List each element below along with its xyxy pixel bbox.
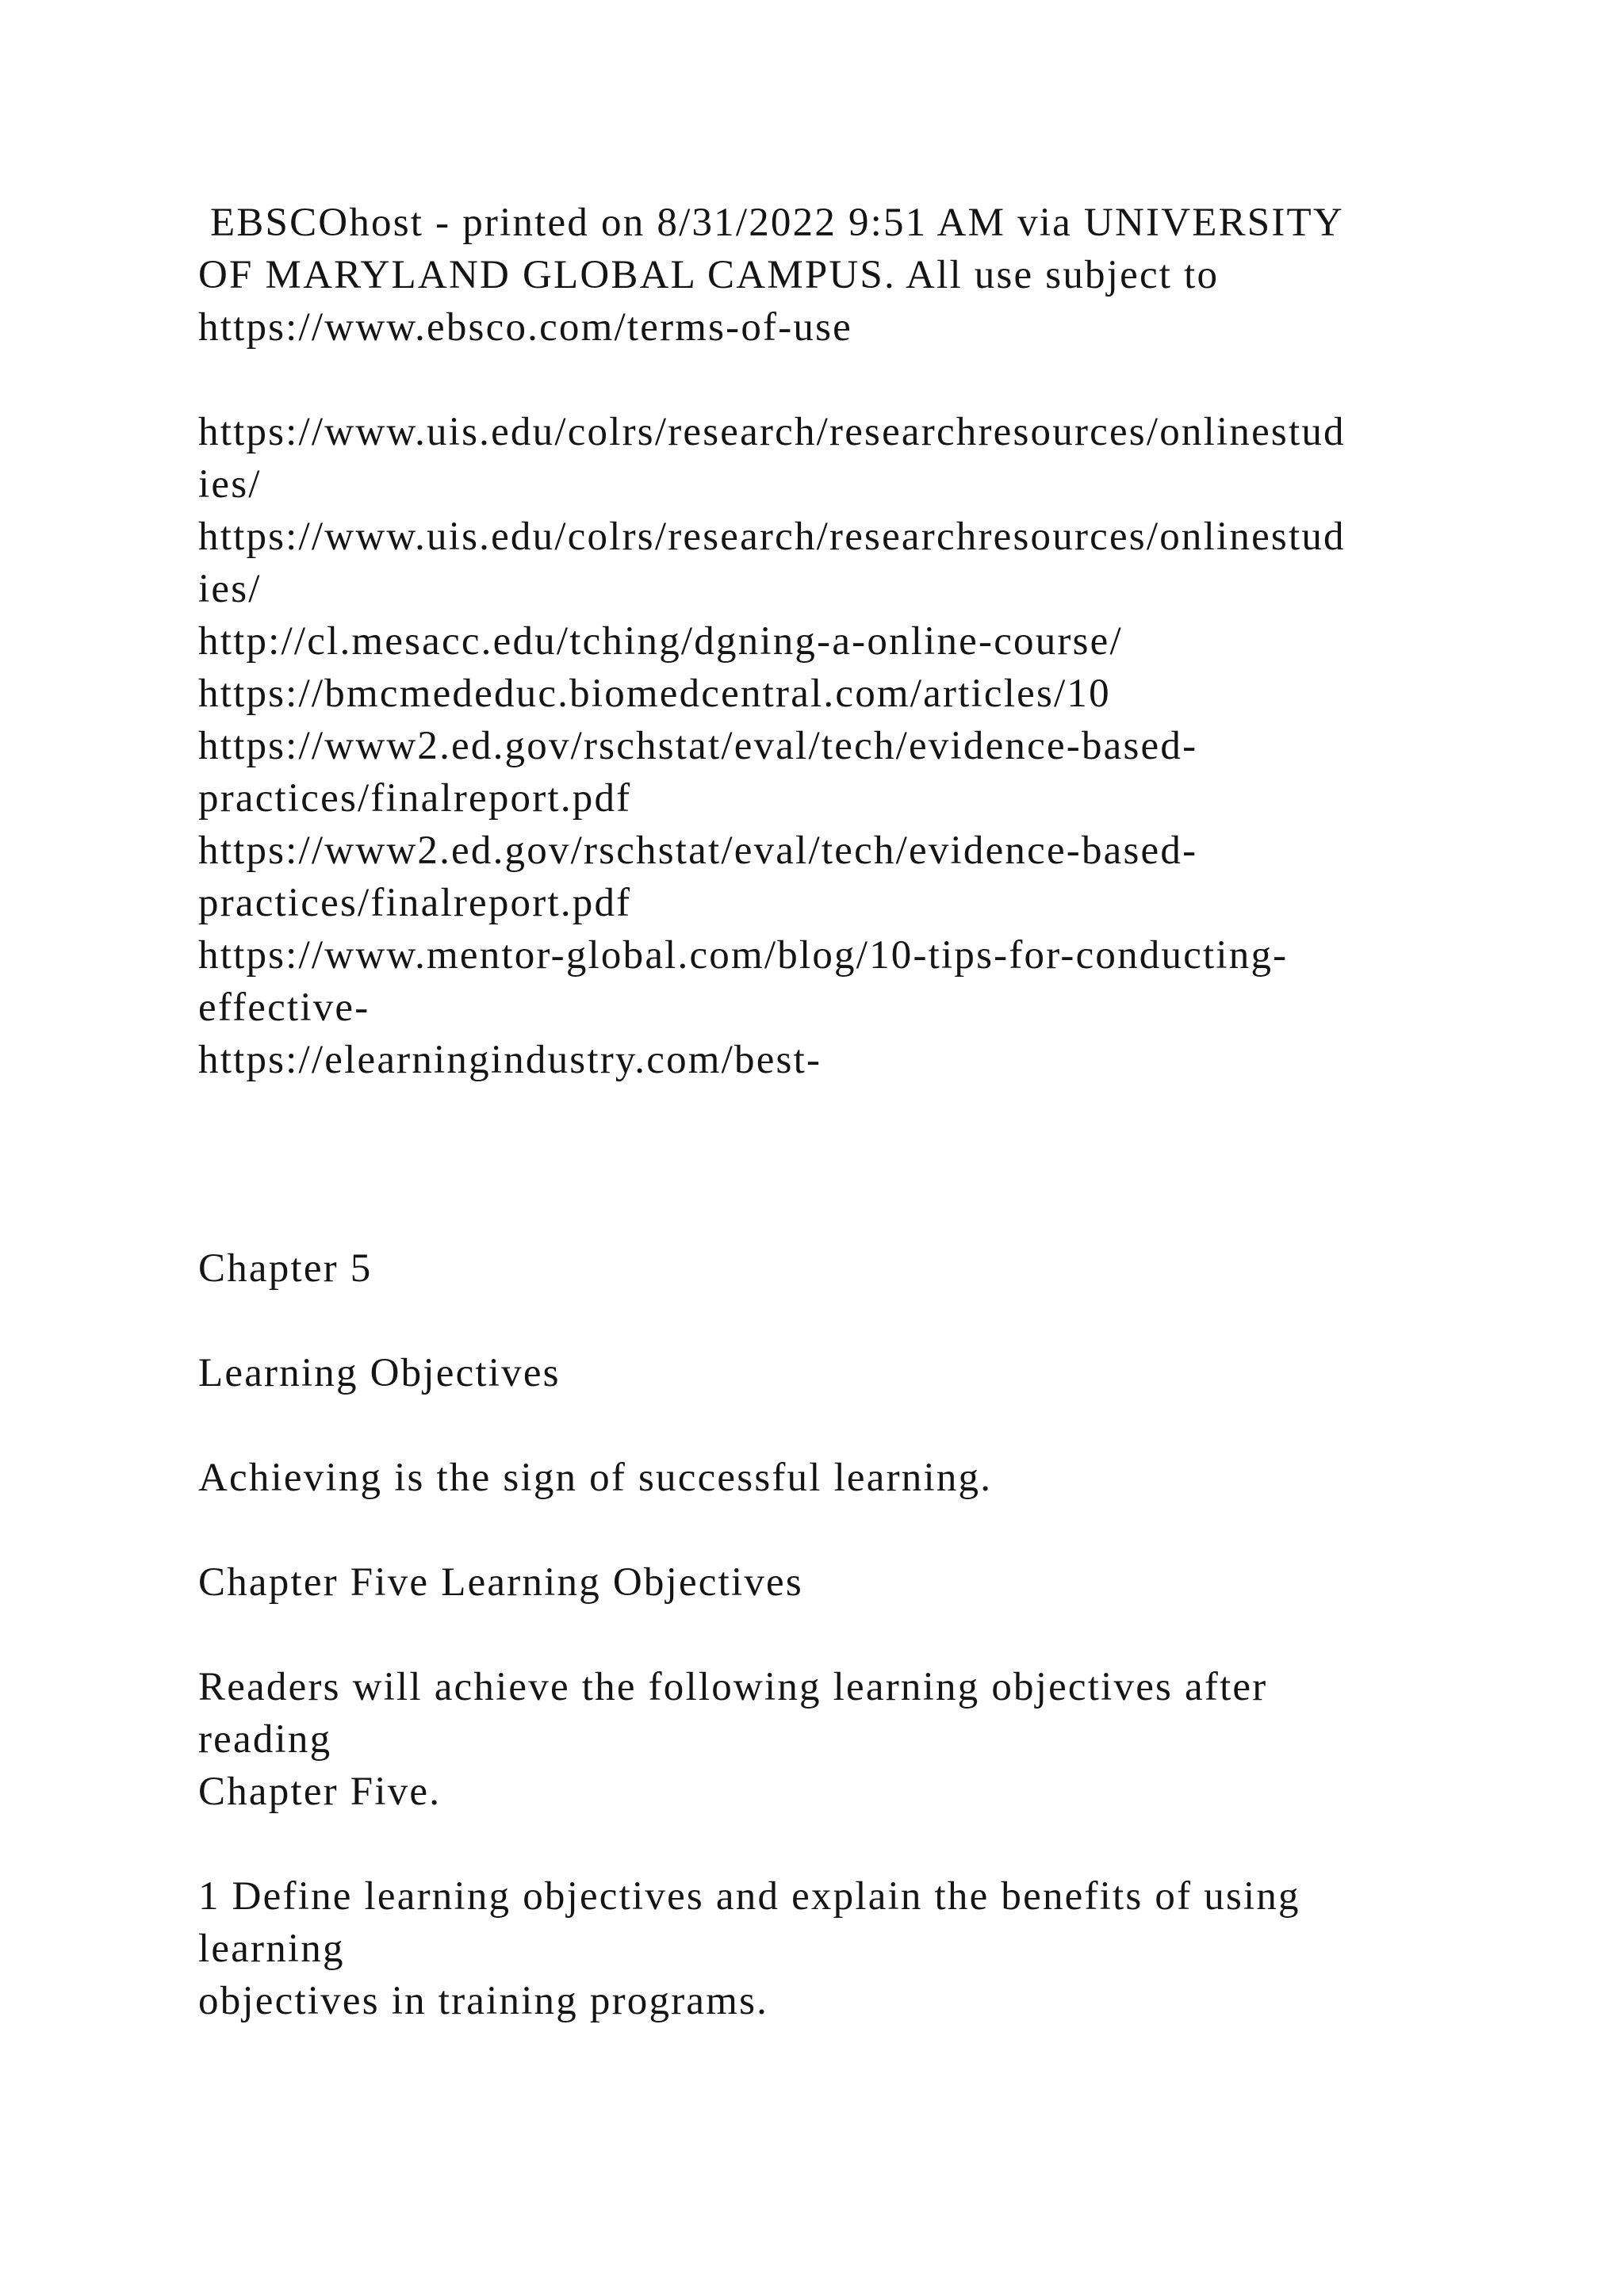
ebsco-print-header — [198, 197, 1435, 354]
chapter-number: Chapter 5 — [198, 1246, 373, 1291]
url-line: https://elearningindustry.com/best- — [198, 1038, 822, 1082]
paragraph-line: 1 Define learning objectives and explain the benefits of using — [198, 1874, 1300, 1919]
reference-url-list — [198, 406, 1435, 1086]
epigraph — [198, 1452, 1435, 1504]
section-title-text: Learning Objectives — [198, 1351, 561, 1395]
url-line: ies/ — [198, 567, 262, 611]
subsection-title-text: Chapter Five Learning Objectives — [198, 1560, 803, 1605]
objective-item-1 — [198, 1870, 1435, 2027]
url-line: https://bmcmededuc.biomedcentral.com/articles/10 — [198, 672, 1111, 716]
paragraph-line: learning — [198, 1927, 345, 1971]
url-line: https://www.uis.edu/colrs/research/researchresources/onlinestud — [198, 410, 1346, 454]
section-title — [198, 1347, 1435, 1399]
url-line: http://cl.mesacc.edu/tching/dgning-a-online-course/ — [198, 619, 1123, 664]
url-line: https://www.uis.edu/colrs/research/researchresources/onlinestud — [198, 515, 1346, 559]
paragraph-line: objectives in training programs. — [198, 1979, 769, 2023]
url-line: effective- — [198, 985, 370, 1030]
header-line: EBSCOhost - printed on 8/31/2022 9:51 AM via UNIVERSITY — [198, 201, 1344, 245]
url-line: practices/finalreport.pdf — [198, 776, 632, 821]
url-line: ies/ — [198, 462, 262, 507]
paragraph-line: Readers will achieve the following learning objectives after — [198, 1665, 1268, 1709]
url-line: practices/finalreport.pdf — [198, 881, 632, 925]
url-line: https://www2.ed.gov/rschstat/eval/tech/evidence-based- — [198, 828, 1198, 873]
epigraph-text: Achieving is the sign of successful learning. — [198, 1456, 993, 1500]
url-line: https://www2.ed.gov/rschstat/eval/tech/evidence-based- — [198, 724, 1198, 768]
header-line: https://www.ebsco.com/terms-of-use — [198, 305, 853, 350]
url-line: https://www.mentor-global.com/blog/10-tips-for-conducting- — [198, 933, 1289, 978]
paragraph-line: reading — [198, 1717, 332, 1762]
chapter-label — [198, 1242, 1435, 1295]
header-line: OF MARYLAND GLOBAL CAMPUS. All use subject to — [198, 253, 1220, 297]
subsection-title — [198, 1556, 1435, 1609]
paragraph-line: Chapter Five. — [198, 1770, 442, 1814]
intro-paragraph — [198, 1661, 1435, 1818]
